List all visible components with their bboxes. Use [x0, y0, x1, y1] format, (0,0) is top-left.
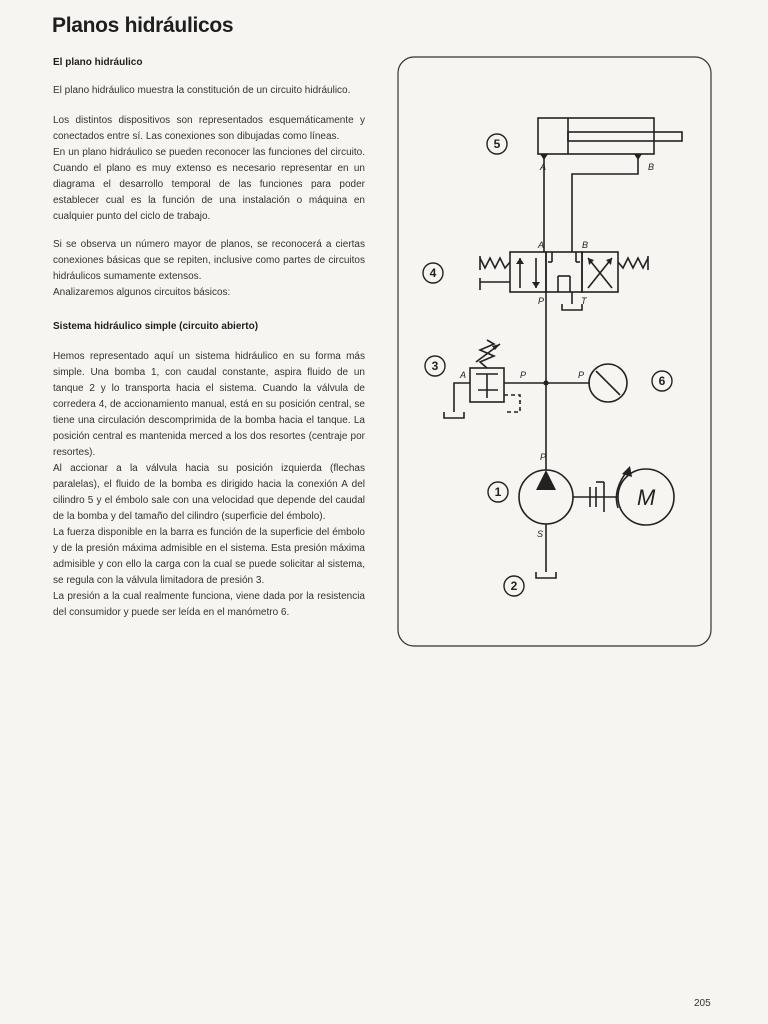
svg-text:4: 4 [429, 266, 437, 280]
tank-relief [444, 412, 464, 418]
tank-main [536, 572, 556, 578]
port-label-valve-a: A [538, 240, 545, 250]
cylinder-symbol [538, 118, 682, 160]
port-label-pump-p: P [540, 452, 547, 462]
port-label-cyl-b: B [648, 162, 655, 172]
callout-6 [652, 371, 672, 391]
callout-3 [425, 356, 445, 376]
pump-symbol [519, 470, 573, 524]
paragraph: Al accionar a la válvula hacia su posición izquierda (flechas paralelas), el fluido de la bomba es dirigido hacia la conexión A del cilindro 5 y el émbolo sale con una velocidad que depende del caudal de la bomba y del tamaño del cilindro (superficie del émbolo). [53, 463, 365, 522]
paragraph: Analizaremos algunos circuitos básicos: [53, 287, 231, 298]
callout-5 [487, 134, 507, 154]
paragraph: Los distintos dispositivos son representados esquemáticamente y conectados entre sí. Las conexiones son dibujadas como líneas. [53, 115, 365, 142]
motor-label: M [637, 485, 656, 510]
svg-text:2: 2 [510, 579, 518, 593]
paragraph: Si se observa un número mayor de planos, se reconocerá a ciertas conexiones básicas que se repiten, inclusive como partes de circuitos hidráulicos sumamente extensos. [53, 239, 365, 282]
paragraph: Hemos representado aquí un sistema hidráulico en su forma más simple. Una bomba 1, con caudal constante, aspira fluido de un tanque 2 y lo transporta hacia el sistema. Cuando la válvula de corredera 4, de accionamiento manual, está en su posición central, se tiene una circulación descomprimida de la bomba hacia el tanque. La posición central es mantenida merced a los dos resortes (centraje por resortes). [53, 351, 365, 458]
port-label-relief-a: A [460, 370, 467, 380]
callout-2 [504, 576, 524, 596]
port-label-valve-b: B [582, 240, 589, 250]
svg-text:1: 1 [494, 485, 502, 499]
section-heading-plano: El plano hidráulico [53, 57, 143, 68]
port-label-valve-t: T [581, 296, 587, 306]
port-label-gauge-p: P [578, 370, 585, 380]
directional-valve-symbol [480, 252, 648, 304]
svg-text:5: 5 [493, 137, 501, 151]
diagram-frame [398, 57, 711, 646]
page-number: 205 [694, 998, 711, 1009]
port-label-cyl-a: A [540, 162, 547, 172]
callout-4 [423, 263, 443, 283]
section-heading-sistema: Sistema hidráulico simple (circuito abierto) [53, 321, 259, 332]
paragraph: La presión a la cual realmente funciona, viene dada por la resistencia del consumidor y puede ser leída en el manómetro 6. [53, 591, 365, 618]
port-label-valve-p: P [538, 296, 545, 306]
svg-text:3: 3 [431, 359, 439, 373]
paragraph: El plano hidráulico muestra la constitución de un circuito hidráulico. [53, 85, 351, 96]
callout-1 [488, 482, 508, 502]
relief-valve-symbol [454, 340, 546, 412]
paragraph: En un plano hidráulico se pueden reconocer las funciones del circuito. Cuando el plano es muy extenso es necesario representar en un diagrama el desarrollo temporal de las funciones para poder establecer cual es la función de una instalación o máquina en cualquier punto del ciclo de trabajo. [53, 147, 365, 222]
tank-t [562, 304, 582, 310]
port-label-pump-s: S [537, 529, 544, 539]
pressure-gauge [589, 364, 627, 402]
text-column [53, 55, 365, 621]
line-b [572, 160, 638, 252]
port-label-relief-p: P [520, 370, 527, 380]
page-title: Planos hidráulicos [52, 14, 234, 37]
paragraph: La fuerza disponible en la barra es función de la superficie del émbolo y de la presión máxima admisible en el sistema. Esta presión máxima admisible y con ello la carga con la cual se puede solicitar al sistema, se regula con la válvula limitadora de presión 3. [53, 527, 365, 586]
electric-motor-symbol [618, 469, 674, 525]
svg-text:6: 6 [658, 374, 666, 388]
